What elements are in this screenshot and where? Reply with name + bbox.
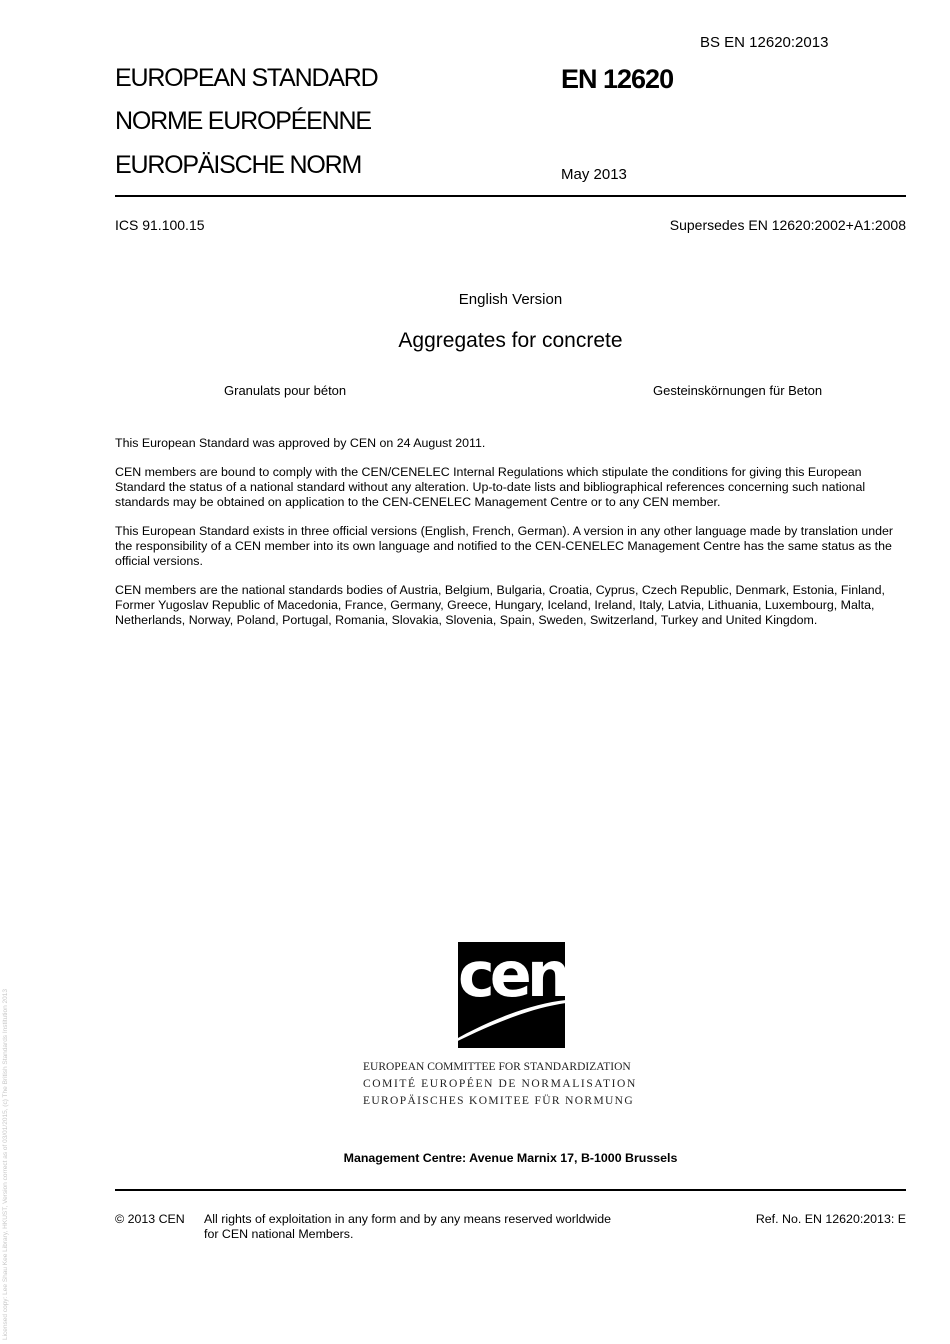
german-title: Gesteinskörnungen für Beton: [653, 383, 823, 398]
ics-code: ICS 91.100.15: [115, 217, 205, 233]
management-centre-address: Management Centre: Avenue Marnix 17, B-1000 Brussels: [343, 1151, 678, 1165]
title-german: EUROPÄISCHE NORM: [115, 151, 362, 179]
supersedes-note: Supersedes EN 12620:2002+A1:2008: [669, 217, 906, 233]
copyright-notice: © 2013 CEN: [115, 1212, 185, 1226]
committee-name-german: EUROPÄISCHES KOMITEE FÜR NORMUNG: [363, 1095, 634, 1107]
licensed-copy-watermark: [2, 0, 16, 1344]
watermark-text: Licensed copy: Lee Shau Kee Library, HKUST, Version correct as of 03/01/2015, (c) The British Standards Institution 2013: [2, 989, 9, 1340]
cen-logo-text: cen: [458, 942, 566, 1011]
french-title: Granulats pour béton: [224, 383, 347, 398]
document-title: Aggregates for concrete: [398, 329, 623, 352]
language-version: English Version: [458, 291, 563, 308]
versions-paragraph: This European Standard exists in three official versions (English, French, German). A version in any other language made by translation under the responsibility of a CEN member into its own language and notified to the CEN-CENELEC Management Centre has the same status as the official versions.: [115, 524, 894, 568]
footer-divider: [115, 1189, 906, 1191]
rights-statement: All rights of exploitation in any form and by any means reserved worldwide for CEN national Members.: [204, 1212, 612, 1241]
title-english: EUROPEAN STANDARD: [115, 64, 378, 92]
compliance-paragraph: CEN members are bound to comply with the CEN/CENELEC Internal Regulations which stipulate the conditions for giving this European Standard the status of a national standard without any alteration. Up-to-date lists and bibliographical references concerning such national standards may be obtained on application to the CEN-CENELEC Management Centre or to any CEN member.: [115, 465, 866, 509]
members-paragraph: CEN members are the national standards bodies of Austria, Belgium, Bulgaria, Croatia, Cyprus, Czech Republic, Denmark, Estonia, Finland, Former Yugoslav Republic of Macedonia, France, Germany, Greece, Hungary, Iceland, Ireland, Italy, Latvia, Lithuania, Luxembourg, Malta, Netherlands, Norway, Poland, Portugal, Romania, Slovakia, Slovenia, Spain, Sweden, Switzerland, Turkey and United Kingdom.: [115, 583, 885, 627]
committee-name-english: EUROPEAN COMMITTEE FOR STANDARDIZATION: [363, 1061, 631, 1073]
cen-logo-icon: [444, 942, 568, 1050]
publication-date: May 2013: [561, 166, 627, 183]
header-divider: [115, 195, 906, 197]
standard-number: EN 12620: [561, 64, 674, 94]
title-french: NORME EUROPÉENNE: [115, 107, 371, 135]
approval-paragraph: This European Standard was approved by CEN on 24 August 2011.: [115, 436, 486, 450]
committee-name-french: COMITÉ EUROPÉEN DE NORMALISATION: [363, 1078, 637, 1090]
reference-number: Ref. No. EN 12620:2013: E: [755, 1212, 906, 1226]
bs-reference: BS EN 12620:2013: [700, 34, 829, 51]
